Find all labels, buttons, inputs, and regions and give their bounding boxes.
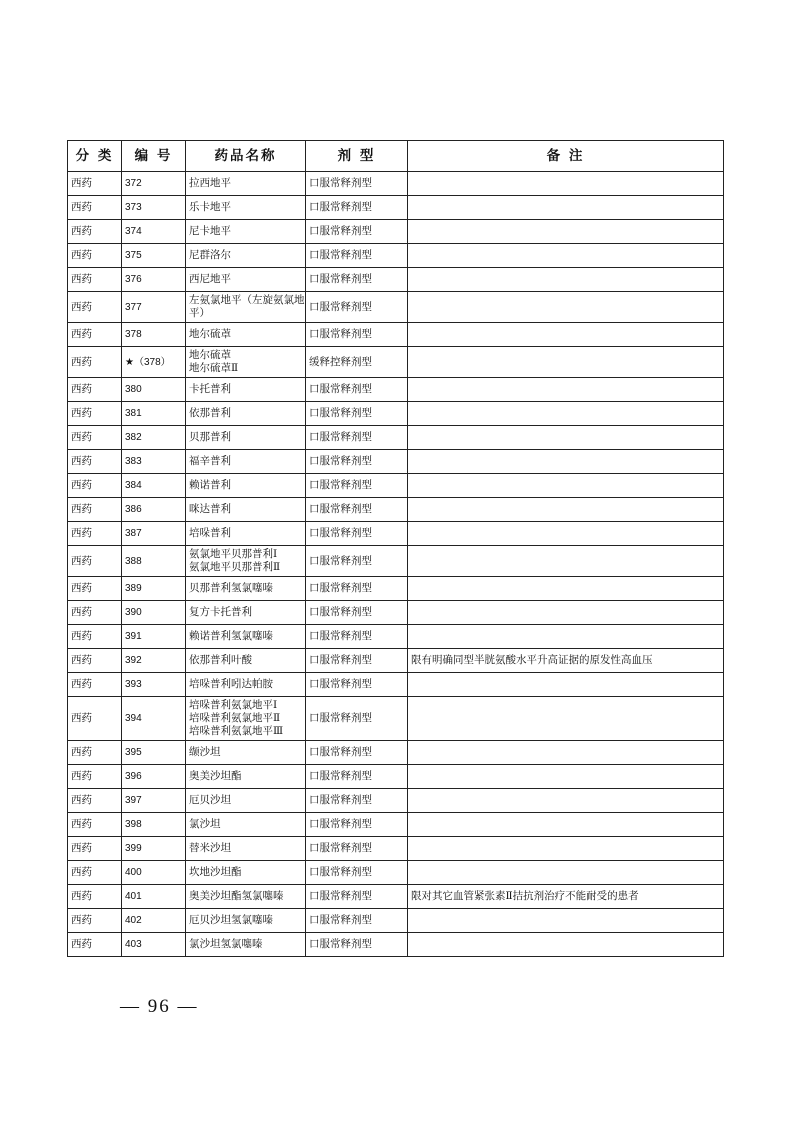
cell-category: 西药 (68, 741, 122, 765)
cell-drug-name (186, 378, 306, 402)
table-row (68, 268, 724, 292)
cell-number: 391 (122, 625, 186, 649)
cell-dosage-form: 口服常释剂型 (306, 577, 408, 601)
cell-remarks (408, 498, 724, 522)
drug-name-line: 地尔硫䓬 (189, 328, 231, 340)
cell-dosage-form: 口服常释剂型 (306, 522, 408, 546)
table-row (68, 765, 724, 789)
table-row (68, 196, 724, 220)
cell-dosage-form: 口服常释剂型 (306, 885, 408, 909)
cell-drug-name (186, 244, 306, 268)
table-row (68, 498, 724, 522)
drug-name-line: 厄贝沙坦 (189, 794, 231, 806)
cell-number: 395 (122, 741, 186, 765)
drug-name-line: 福辛普利 (189, 455, 231, 467)
cell-number: 386 (122, 498, 186, 522)
cell-drug-name (186, 323, 306, 347)
cell-dosage-form: 口服常释剂型 (306, 933, 408, 957)
table-row (68, 789, 724, 813)
drug-name-line: 奥美沙坦酯氢氯噻嗪 (189, 890, 284, 902)
cell-remarks (408, 292, 724, 323)
drug-name-line: 赖诺普利 (189, 479, 231, 491)
cell-category: 西药 (68, 885, 122, 909)
drug-name-line: 培哚普利吲达帕胺 (189, 678, 273, 690)
cell-category: 西药 (68, 933, 122, 957)
cell-remarks (408, 268, 724, 292)
cell-number: 390 (122, 601, 186, 625)
cell-dosage-form: 口服常释剂型 (306, 909, 408, 933)
table-row (68, 172, 724, 196)
cell-category: 西药 (68, 813, 122, 837)
cell-category: 西药 (68, 649, 122, 673)
table-row (68, 741, 724, 765)
drug-list-table (67, 140, 724, 957)
drug-name-line: 替米沙坦 (189, 842, 231, 854)
cell-remarks (408, 172, 724, 196)
cell-drug-name (186, 601, 306, 625)
cell-dosage-form: 口服常释剂型 (306, 450, 408, 474)
cell-remarks (408, 378, 724, 402)
drug-name-line: 地尔硫䓬Ⅱ (189, 362, 239, 374)
cell-category: 西药 (68, 697, 122, 741)
table-row (68, 577, 724, 601)
cell-number: ★（378） (122, 347, 186, 378)
cell-dosage-form: 口服常释剂型 (306, 474, 408, 498)
cell-category: 西药 (68, 450, 122, 474)
cell-drug-name (186, 789, 306, 813)
cell-dosage-form: 口服常释剂型 (306, 601, 408, 625)
cell-remarks (408, 220, 724, 244)
cell-number: 401 (122, 885, 186, 909)
drug-name-line: 氯沙坦氢氯噻嗪 (189, 938, 263, 950)
cell-remarks (408, 933, 724, 957)
cell-remarks (408, 861, 724, 885)
table-row (68, 813, 724, 837)
table-row (68, 861, 724, 885)
cell-drug-name (186, 546, 306, 577)
table-row (68, 837, 724, 861)
table-row (68, 546, 724, 577)
cell-dosage-form: 口服常释剂型 (306, 789, 408, 813)
cell-number: 402 (122, 909, 186, 933)
cell-category: 西药 (68, 861, 122, 885)
cell-number: 372 (122, 172, 186, 196)
header-remarks: 备 注 (408, 141, 724, 172)
drug-name-line: 氨氯地平贝那普利Ⅰ (189, 548, 278, 560)
drug-name-line: 坎地沙坦酯 (189, 866, 242, 878)
table-row (68, 402, 724, 426)
table-row (68, 244, 724, 268)
cell-dosage-form: 口服常释剂型 (306, 292, 408, 323)
drug-name-line: 卡托普利 (189, 383, 231, 395)
cell-drug-name (186, 741, 306, 765)
cell-drug-name (186, 347, 306, 378)
drug-name-line: 乐卡地平 (189, 201, 231, 213)
cell-category: 西药 (68, 402, 122, 426)
cell-dosage-form: 口服常释剂型 (306, 268, 408, 292)
cell-drug-name (186, 673, 306, 697)
cell-number: 403 (122, 933, 186, 957)
table-row (68, 673, 724, 697)
cell-remarks (408, 522, 724, 546)
cell-remarks (408, 577, 724, 601)
cell-category: 西药 (68, 909, 122, 933)
cell-category: 西药 (68, 172, 122, 196)
cell-category: 西药 (68, 837, 122, 861)
cell-category: 西药 (68, 347, 122, 378)
cell-number: 399 (122, 837, 186, 861)
drug-name-line: 培哚普利氨氯地平Ⅱ (189, 712, 281, 724)
cell-number: 380 (122, 378, 186, 402)
cell-category: 西药 (68, 577, 122, 601)
table-row (68, 292, 724, 323)
cell-number: 374 (122, 220, 186, 244)
cell-category: 西药 (68, 765, 122, 789)
drug-name-line: 尼卡地平 (189, 225, 231, 237)
cell-category: 西药 (68, 426, 122, 450)
cell-number: 397 (122, 789, 186, 813)
cell-dosage-form: 口服常释剂型 (306, 426, 408, 450)
table-row (68, 885, 724, 909)
cell-dosage-form: 口服常释剂型 (306, 649, 408, 673)
cell-drug-name (186, 765, 306, 789)
drug-name-line: 贝那普利 (189, 431, 231, 443)
cell-drug-name (186, 498, 306, 522)
table-row (68, 522, 724, 546)
cell-number: 384 (122, 474, 186, 498)
cell-drug-name (186, 220, 306, 244)
cell-dosage-form: 口服常释剂型 (306, 625, 408, 649)
cell-number: 373 (122, 196, 186, 220)
cell-remarks (408, 837, 724, 861)
cell-dosage-form: 口服常释剂型 (306, 172, 408, 196)
table-row (68, 378, 724, 402)
cell-number: 394 (122, 697, 186, 741)
cell-category: 西药 (68, 789, 122, 813)
drug-name-line: 贝那普利氢氯噻嗪 (189, 582, 273, 594)
cell-drug-name (186, 292, 306, 323)
table-row (68, 909, 724, 933)
table-row (68, 220, 724, 244)
header-dosage-form: 剂 型 (306, 141, 408, 172)
table-row (68, 649, 724, 673)
drug-name-line: 培哚普利氨氯地平Ⅲ (189, 725, 284, 737)
cell-dosage-form: 口服常释剂型 (306, 323, 408, 347)
table-row (68, 625, 724, 649)
page-number: — 96 — (120, 996, 199, 1017)
drug-name-line: 培哚普利 (189, 527, 231, 539)
cell-drug-name (186, 885, 306, 909)
table-row (68, 933, 724, 957)
document-page (67, 140, 723, 957)
header-number: 编 号 (122, 141, 186, 172)
cell-drug-name (186, 649, 306, 673)
header-category: 分 类 (68, 141, 122, 172)
cell-drug-name (186, 268, 306, 292)
cell-category: 西药 (68, 546, 122, 577)
cell-remarks (408, 601, 724, 625)
cell-dosage-form: 口服常释剂型 (306, 402, 408, 426)
cell-drug-name (186, 625, 306, 649)
cell-number: 387 (122, 522, 186, 546)
drug-name-line: 赖诺普利氢氯噻嗪 (189, 630, 273, 642)
cell-drug-name (186, 172, 306, 196)
cell-remarks (408, 244, 724, 268)
cell-number: 375 (122, 244, 186, 268)
drug-name-line: 厄贝沙坦氢氯噻嗪 (189, 914, 273, 926)
drug-name-line: 尼群洛尔 (189, 249, 231, 261)
cell-dosage-form: 口服常释剂型 (306, 697, 408, 741)
table-body (68, 172, 724, 957)
cell-remarks (408, 765, 724, 789)
table-row (68, 347, 724, 378)
table-row (68, 474, 724, 498)
cell-number: 376 (122, 268, 186, 292)
drug-name-line: 奥美沙坦酯 (189, 770, 242, 782)
cell-remarks (408, 450, 724, 474)
cell-remarks (408, 402, 724, 426)
cell-remarks (408, 673, 724, 697)
cell-drug-name (186, 933, 306, 957)
cell-remarks (408, 474, 724, 498)
cell-number: 398 (122, 813, 186, 837)
cell-dosage-form: 口服常释剂型 (306, 220, 408, 244)
cell-drug-name (186, 861, 306, 885)
cell-category: 西药 (68, 196, 122, 220)
cell-dosage-form: 口服常释剂型 (306, 378, 408, 402)
cell-remarks (408, 323, 724, 347)
cell-drug-name (186, 426, 306, 450)
cell-dosage-form: 口服常释剂型 (306, 196, 408, 220)
cell-remarks (408, 347, 724, 378)
cell-number: 381 (122, 402, 186, 426)
drug-name-line: 拉西地平 (189, 177, 231, 189)
table-row (68, 697, 724, 741)
drug-name-line: 氯沙坦 (189, 818, 221, 830)
cell-number: 382 (122, 426, 186, 450)
cell-dosage-form: 口服常释剂型 (306, 498, 408, 522)
drug-name-line: 复方卡托普利 (189, 606, 252, 618)
cell-remarks (408, 426, 724, 450)
drug-name-line: 氨氯地平贝那普利Ⅱ (189, 561, 281, 573)
header-drug-name: 药品名称 (186, 141, 306, 172)
cell-category: 西药 (68, 220, 122, 244)
cell-number: 388 (122, 546, 186, 577)
cell-category: 西药 (68, 673, 122, 697)
cell-category: 西药 (68, 474, 122, 498)
cell-dosage-form: 口服常释剂型 (306, 673, 408, 697)
cell-number: 383 (122, 450, 186, 474)
table-row (68, 450, 724, 474)
cell-category: 西药 (68, 601, 122, 625)
table-row (68, 601, 724, 625)
cell-number: 378 (122, 323, 186, 347)
cell-remarks (408, 789, 724, 813)
cell-category: 西药 (68, 268, 122, 292)
cell-dosage-form: 口服常释剂型 (306, 837, 408, 861)
cell-drug-name (186, 522, 306, 546)
cell-drug-name (186, 450, 306, 474)
drug-name-line: 地尔硫䓬 (189, 349, 231, 361)
cell-number: 396 (122, 765, 186, 789)
cell-category: 西药 (68, 498, 122, 522)
cell-remarks: 限对其它血管紧张素Ⅱ拮抗剂治疗不能耐受的患者 (408, 885, 724, 909)
drug-name-line: 左氨氯地平（左旋氨氯地 (189, 294, 305, 306)
cell-drug-name (186, 909, 306, 933)
cell-dosage-form: 口服常释剂型 (306, 813, 408, 837)
cell-drug-name (186, 196, 306, 220)
cell-remarks (408, 697, 724, 741)
cell-drug-name (186, 577, 306, 601)
cell-remarks (408, 813, 724, 837)
drug-name-line: 缬沙坦 (189, 746, 221, 758)
cell-category: 西药 (68, 292, 122, 323)
cell-drug-name (186, 474, 306, 498)
cell-remarks: 限有明确同型半胱氨酸水平升高证据的原发性高血压 (408, 649, 724, 673)
cell-category: 西药 (68, 625, 122, 649)
cell-drug-name (186, 402, 306, 426)
cell-remarks (408, 196, 724, 220)
table-row (68, 426, 724, 450)
cell-category: 西药 (68, 323, 122, 347)
cell-dosage-form: 口服常释剂型 (306, 244, 408, 268)
cell-number: 400 (122, 861, 186, 885)
table-header-row (68, 141, 724, 172)
cell-category: 西药 (68, 378, 122, 402)
table-row (68, 323, 724, 347)
cell-dosage-form: 口服常释剂型 (306, 765, 408, 789)
drug-name-line: 咪达普利 (189, 503, 231, 515)
cell-category: 西药 (68, 244, 122, 268)
drug-name-line: 依那普利叶酸 (189, 654, 252, 666)
cell-drug-name (186, 697, 306, 741)
cell-number: 389 (122, 577, 186, 601)
cell-number: 393 (122, 673, 186, 697)
drug-name-line: 平） (189, 307, 210, 319)
cell-remarks (408, 546, 724, 577)
cell-remarks (408, 741, 724, 765)
cell-dosage-form: 缓释控释剂型 (306, 347, 408, 378)
cell-number: 377 (122, 292, 186, 323)
cell-dosage-form: 口服常释剂型 (306, 741, 408, 765)
cell-drug-name (186, 813, 306, 837)
cell-dosage-form: 口服常释剂型 (306, 861, 408, 885)
cell-category: 西药 (68, 522, 122, 546)
cell-remarks (408, 909, 724, 933)
drug-name-line: 依那普利 (189, 407, 231, 419)
cell-number: 392 (122, 649, 186, 673)
cell-dosage-form: 口服常释剂型 (306, 546, 408, 577)
drug-name-line: 西尼地平 (189, 273, 231, 285)
cell-drug-name (186, 837, 306, 861)
cell-remarks (408, 625, 724, 649)
drug-name-line: 培哚普利氨氯地平Ⅰ (189, 699, 278, 711)
